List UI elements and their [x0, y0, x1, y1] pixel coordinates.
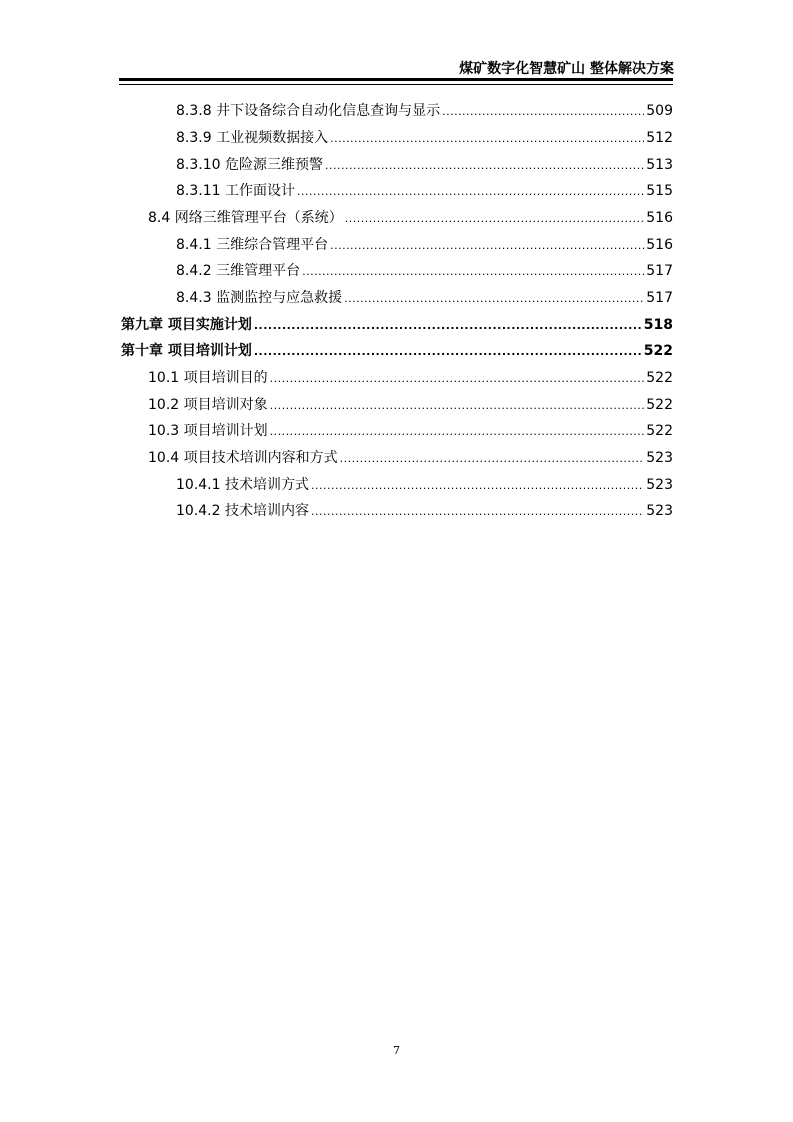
toc-entry-label: 8.4 网络三维管理平台（系统） [148, 210, 343, 226]
toc-entry[interactable] [148, 205, 673, 231]
toc-leader [270, 393, 645, 419]
toc-leader [270, 419, 645, 445]
toc-entry-label: 10.4 项目技术培训内容和方式 [148, 450, 338, 466]
toc-entry-label: 8.4.3 监测监控与应急救援 [176, 290, 343, 306]
toc-leader [340, 446, 645, 472]
toc-entry-page: 523 [646, 503, 673, 519]
toc-leader [344, 286, 644, 312]
toc-entry-label: 8.4.1 三维综合管理平台 [176, 237, 329, 253]
toc-entry[interactable] [176, 498, 673, 524]
toc-entry[interactable] [148, 392, 673, 418]
toc-entry-label: 8.3.8 井下设备综合自动化信息查询与显示 [176, 103, 441, 119]
toc-entry-label: 10.1 项目培训目的 [148, 370, 268, 386]
toc-leader [311, 473, 644, 499]
toc-entry-label: 第九章 项目实施计划 [121, 317, 252, 333]
document-title: 煤矿数字化智慧矿山 整体解决方案 [459, 61, 674, 77]
toc-entry-label: 10.4.1 技术培训方式 [176, 477, 309, 493]
toc-entry-page: 509 [646, 103, 673, 119]
toc-entry-label: 8.3.11 工作面设计 [176, 183, 295, 199]
toc-entry[interactable] [176, 98, 673, 124]
header-rule-thick [119, 78, 673, 81]
toc-entry-page: 515 [646, 183, 673, 199]
toc-leader [270, 366, 645, 392]
toc-chapter-entry[interactable] [121, 312, 673, 338]
toc-entry-page: 523 [646, 477, 673, 493]
toc-entry-page: 522 [643, 343, 673, 359]
toc-entry[interactable] [176, 258, 673, 284]
toc-chapter-entry[interactable] [121, 338, 673, 364]
toc-entry-label: 10.4.2 技术培训内容 [176, 503, 309, 519]
toc-entry-label: 8.4.2 三维管理平台 [176, 263, 301, 279]
toc-entry-page: 522 [646, 397, 673, 413]
toc-entry-page: 518 [643, 317, 673, 333]
toc-entry-label: 第十章 项目培训计划 [121, 343, 252, 359]
toc-entry-page: 512 [646, 130, 673, 146]
toc-entry-page: 516 [646, 210, 673, 226]
toc-entry-page: 517 [646, 263, 673, 279]
toc-leader [330, 233, 644, 259]
toc-entry[interactable] [176, 472, 673, 498]
toc-entry-page: 516 [646, 237, 673, 253]
toc-entry[interactable] [148, 365, 673, 391]
toc-entry-label: 8.3.10 危险源三维预警 [176, 157, 323, 173]
toc-entry[interactable] [176, 232, 673, 258]
toc-entry-label: 10.2 项目培训对象 [148, 397, 268, 413]
toc-leader [442, 99, 644, 125]
toc-entry-label: 10.3 项目培训计划 [148, 423, 268, 439]
toc-entry[interactable] [176, 178, 673, 204]
toc-entry[interactable] [176, 285, 673, 311]
toc-leader [297, 179, 644, 205]
toc-leader [254, 313, 642, 339]
toc-entry[interactable] [176, 125, 673, 151]
header-rule-thin [119, 84, 673, 85]
toc-leader [311, 499, 644, 525]
toc-entry[interactable] [148, 418, 673, 444]
toc-leader [325, 153, 644, 179]
toc-entry-page: 523 [646, 450, 673, 466]
toc-leader [302, 259, 644, 285]
toc-leader [254, 339, 642, 365]
toc-leader [345, 206, 645, 232]
toc-entry-page: 513 [646, 157, 673, 173]
toc-entry-page: 517 [646, 290, 673, 306]
toc-leader [330, 126, 644, 152]
toc-entry[interactable] [176, 152, 673, 178]
toc-entry-page: 522 [646, 370, 673, 386]
toc-entry-page: 522 [646, 423, 673, 439]
page-number: 7 [393, 1044, 400, 1057]
toc-entry-label: 8.3.9 工业视频数据接入 [176, 130, 329, 146]
toc-entry[interactable] [148, 445, 673, 471]
